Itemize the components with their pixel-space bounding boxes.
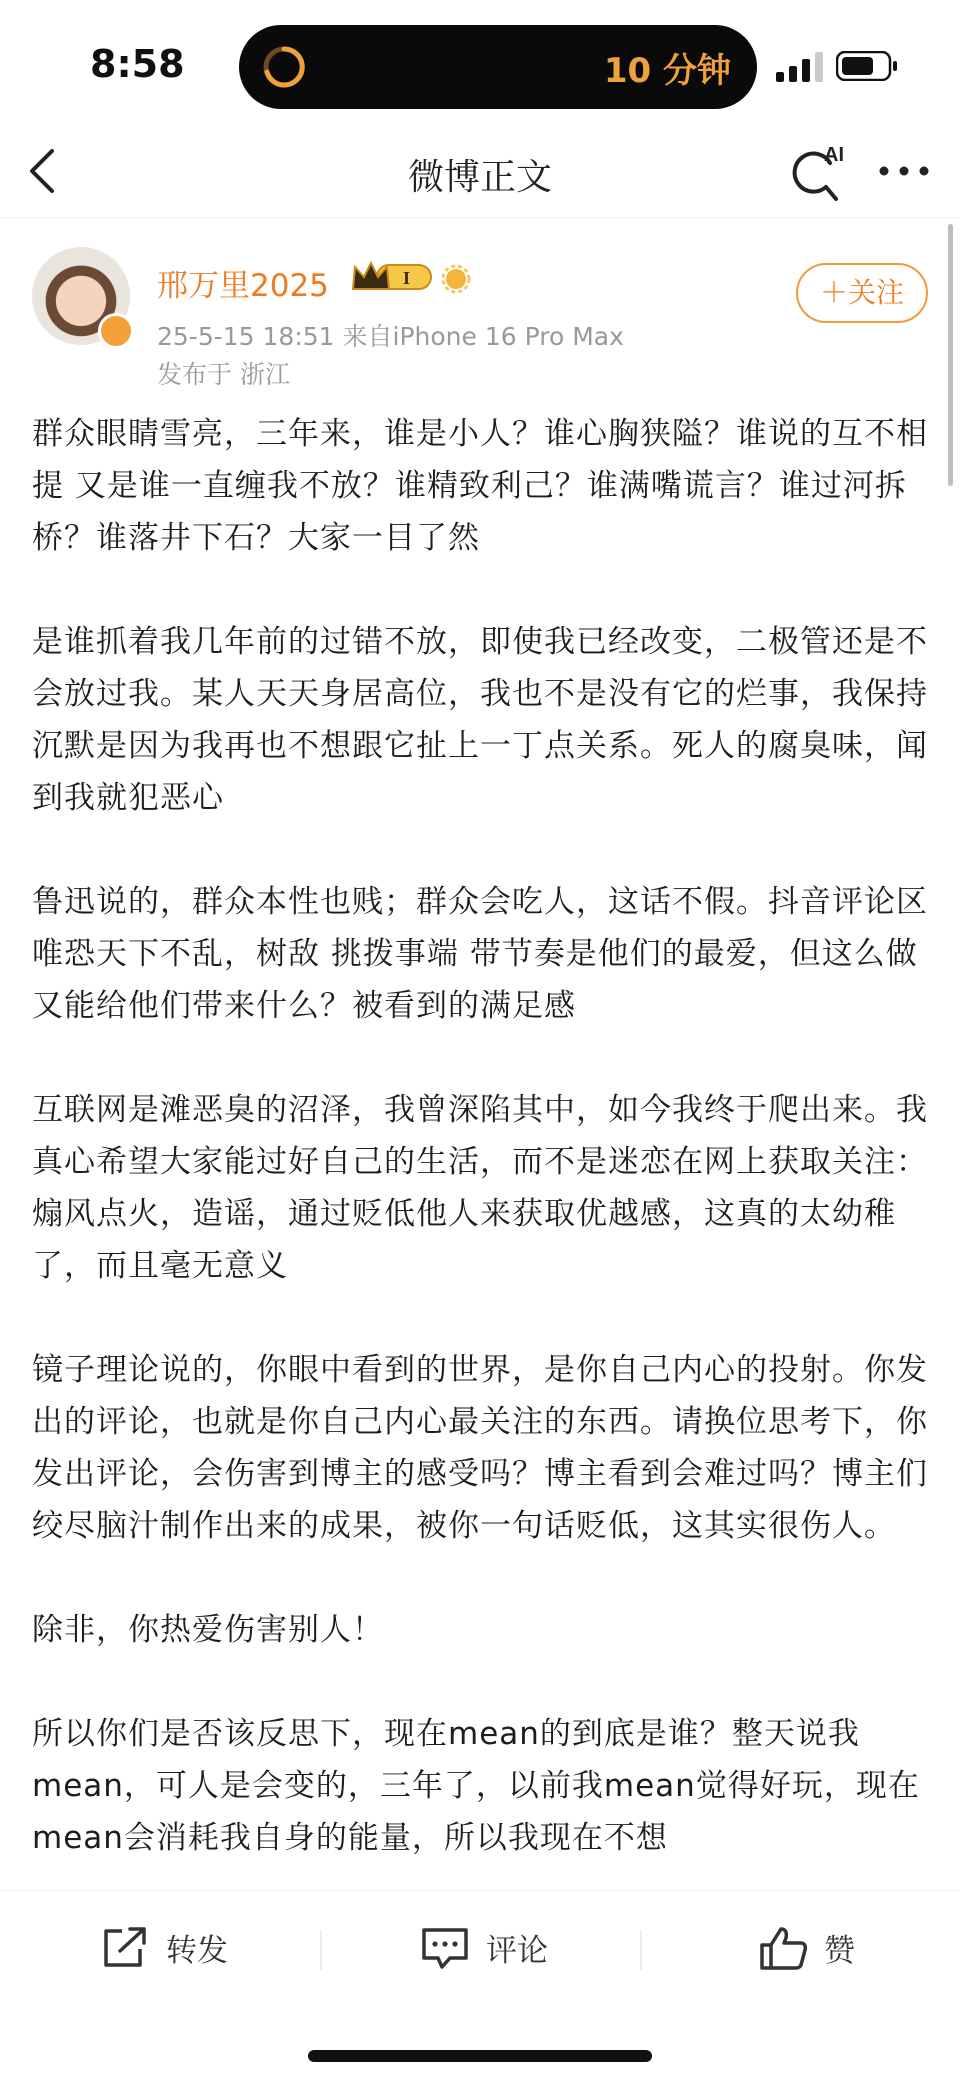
like-button[interactable] bbox=[758, 1919, 878, 1975]
post-paragraph: 互联网是滩恶臭的沼泽，我曾深陷其中，如今我终于爬出来。我真心希望大家能过好自己的生活，而不是迷恋在网上获取关注：煽风点火，造谣，通过贬低他人来获取优越感，这真的太幼稚了，而且毫无意义 bbox=[32, 1092, 928, 1284]
ai-search-icon[interactable] bbox=[786, 137, 856, 207]
post-paragraph: 镜子理论说的，你眼中看到的世界，是你自己内心的投射。你发出的评论，也就是你自己内心最关注的东西。请换位思考下，你发出评论，会伤害到博主的感受吗？博主看到会难过吗？博主们绞尽脑汁制作出来的成果，被你一句话贬低，这其实很伤人。 bbox=[32, 1352, 928, 1544]
page-title: 微博正文 bbox=[407, 157, 552, 198]
clock: 8:58 bbox=[90, 42, 185, 86]
post-content bbox=[32, 408, 932, 1890]
battery-icon bbox=[836, 51, 898, 81]
post-paragraph: 鲁迅说的，群众本性也贱；群众会吃人，这话不假。抖音评论区唯恐天下不乱，树敌 挑拨事端 带节奏是他们的最爱，但这么做又能给他们带来什么？被看到的满足感 bbox=[32, 884, 928, 1024]
post-paragraph: 除非，你热爱伤害别人！ bbox=[32, 1612, 384, 1648]
dynamic-island[interactable] bbox=[239, 25, 757, 109]
like-label: 赞 bbox=[824, 1933, 855, 1969]
divider bbox=[320, 1931, 322, 1971]
repost-label: 转发 bbox=[166, 1933, 228, 1969]
scrollbar[interactable] bbox=[948, 224, 953, 486]
author-header bbox=[0, 225, 960, 405]
timer-ring-icon bbox=[261, 44, 307, 90]
badge-text: I bbox=[403, 268, 411, 288]
post-paragraph: 群众眼睛雪亮，三年来，谁是小人？谁心胸狭隘？谁说的互不相提 又是谁一直缠我不放？谁精致利己？谁满嘴谎言？谁过河拆桥？谁落井下石？大家一目了然 bbox=[32, 416, 928, 556]
post-paragraph: 所以你们是否该反思下，现在mean的到底是谁？整天说我mean，可人是会变的，三年了，以前我mean觉得好玩，现在mean会消耗我自身的能量，所以我现在不想 bbox=[32, 1716, 920, 1856]
crown-level-badge-icon bbox=[351, 259, 433, 295]
action-bar bbox=[0, 1890, 960, 2009]
more-icon[interactable] bbox=[876, 153, 932, 189]
post-location: 发布于 浙江 bbox=[157, 360, 290, 389]
sun-badge-icon bbox=[439, 261, 473, 295]
timer-text: 10 分钟 bbox=[603, 51, 731, 91]
post-time-source: 25-5-15 18:51 来自iPhone 16 Pro Max bbox=[157, 322, 624, 351]
divider bbox=[640, 1931, 642, 1971]
status-bar bbox=[0, 0, 960, 125]
verified-badge-icon bbox=[98, 313, 134, 349]
home-indicator[interactable] bbox=[308, 2050, 652, 2062]
author-name[interactable]: 邢万里2025 bbox=[157, 268, 329, 304]
repost-button[interactable] bbox=[100, 1919, 240, 1975]
post-paragraph: 是谁抓着我几年前的过错不放，即使我已经改变，二极管还是不会放过我。某人天天身居高位，我也不是没有它的烂事，我保持沉默是因为我再也不想跟它扯上一丁点关系。死人的腐臭味，闻到我就犯恶心 bbox=[32, 624, 928, 816]
comment-label: 评论 bbox=[486, 1933, 548, 1969]
repost-icon bbox=[100, 1925, 152, 1971]
thumbs-up-icon bbox=[758, 1925, 810, 1971]
follow-button[interactable]: ＋关注 bbox=[796, 263, 928, 323]
comment-button[interactable] bbox=[420, 1919, 560, 1975]
comment-icon bbox=[420, 1925, 472, 1971]
signal-icon bbox=[776, 52, 824, 82]
ai-label: AI bbox=[824, 144, 844, 166]
nav-bar bbox=[0, 125, 960, 218]
